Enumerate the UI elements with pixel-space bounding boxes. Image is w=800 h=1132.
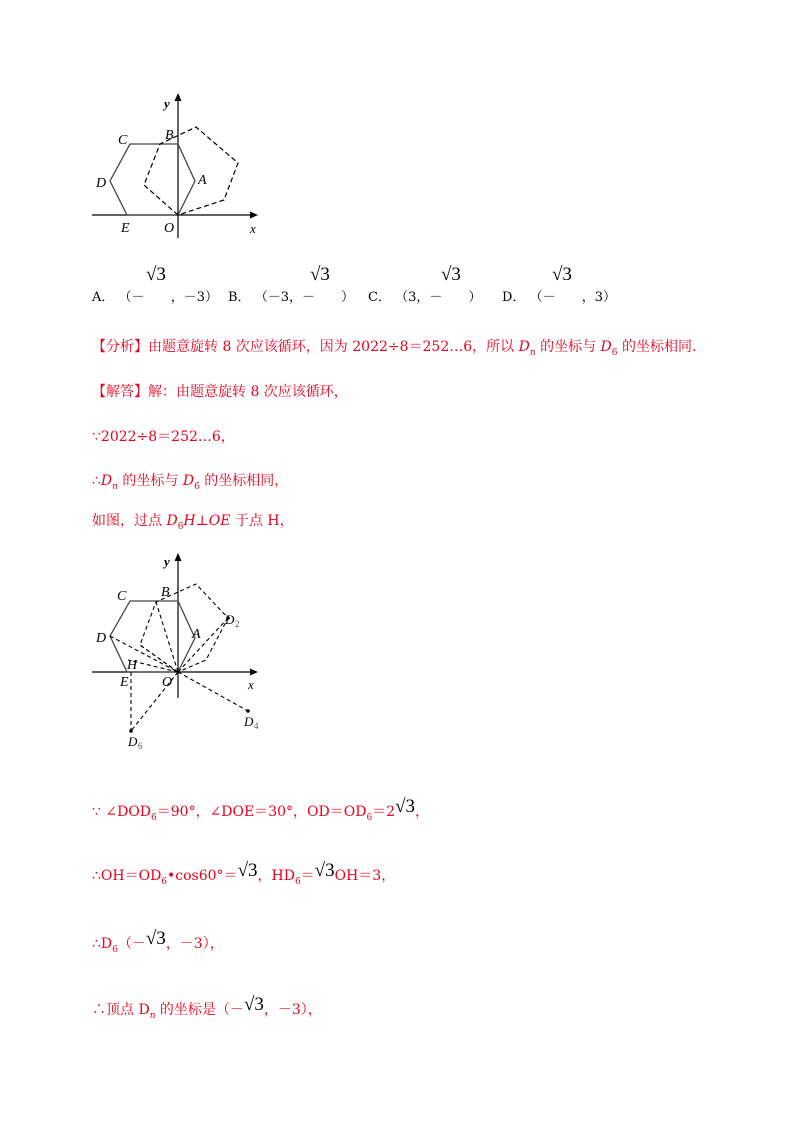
solution-line-1: 【解答】解：由题意旋转 8 次应该循环， [92, 384, 348, 400]
label-O: O [162, 675, 173, 690]
equation-2: $\therefore OH=OD_6•\cos 60^\circ=√3$，$HD_6=√3OH=3$， [92, 860, 396, 887]
figure-hexagon-rotation [88, 88, 278, 248]
analysis-tag: 【分析】 [92, 339, 148, 355]
label-x: x [250, 221, 256, 236]
radical-sqrt3: √3 [237, 860, 258, 881]
label-E: E [121, 221, 130, 236]
point-D6 [129, 729, 133, 733]
solution-line-4: 如图，过点 $D_6H\perp OE$ 于点 H， [92, 513, 294, 532]
answer-choices [92, 262, 712, 305]
choice-d[interactable]: D． （－ √3 ，3） [502, 264, 617, 305]
label-D4-sub: 4 [254, 721, 259, 731]
hexagon [110, 144, 195, 215]
radical-sqrt3: √3 [552, 264, 572, 285]
radical-sqrt3: √3 [395, 796, 416, 817]
figure-construction [88, 548, 278, 758]
radical-sqrt3: √3 [314, 860, 335, 881]
label-D4: D [244, 714, 254, 729]
x-axis-arrow-icon [250, 212, 258, 219]
label-y: y [164, 554, 170, 569]
label-y: y [164, 96, 170, 111]
label-D6: D [128, 734, 138, 749]
equation-1: ∵ $\angle DOD_6=90^\circ$，∠DOE＝30°，$OD=OD_6=2√3$， [92, 796, 430, 823]
label-B: B [165, 128, 174, 143]
label-E: E [120, 675, 129, 690]
choice-b[interactable]: B． （－3，－ √3 ） [228, 264, 355, 305]
label-A: A [198, 173, 207, 188]
choice-c[interactable]: C． （3，－ √3 ） [368, 264, 482, 305]
label-D2: D [225, 612, 235, 627]
radical-sqrt3: √3 [310, 264, 330, 285]
equation-3: $\therefore D_6(-√3$，－3）， [92, 928, 224, 955]
label-A: A [192, 627, 201, 642]
radical-sqrt3: √3 [146, 264, 166, 285]
label-D2-sub: 2 [235, 619, 240, 629]
radical-sqrt3: √3 [145, 928, 166, 949]
x-axis-arrow-icon [250, 669, 258, 676]
label-D: D [96, 176, 107, 191]
label-D6-sub: 6 [138, 741, 143, 751]
analysis-line: 【分析】由题意旋转 8 次应该循环，因为 2022÷8＝252…6，所以 $D_n$ 的坐标与 $D_6$ 的坐标相同. [92, 339, 697, 358]
radical-sqrt3: √3 [243, 994, 264, 1015]
point-D4 [246, 709, 250, 713]
hexagon [110, 601, 195, 672]
solution-tag: 【解答】 [92, 384, 148, 400]
choice-a[interactable]: A． （－ √3 ，－3） [92, 264, 218, 305]
label-C: C [117, 589, 127, 604]
label-H: H [127, 658, 138, 673]
label-D: D [96, 631, 107, 646]
solution-line-2: ∵2022÷8＝252…6， [92, 429, 235, 445]
solution-line-3: $\therefore D_n$ 的坐标与 $D_6$ 的坐标相同， [92, 473, 289, 492]
y-axis-arrow-icon [175, 553, 182, 561]
y-axis-arrow-icon [175, 93, 182, 101]
label-O: O [164, 221, 175, 236]
label-C: C [118, 133, 128, 148]
label-x: x [248, 677, 254, 692]
equation-4: ∴顶点 $D_n$ 的坐标是（－√3，－3）， [92, 994, 322, 1021]
radical-sqrt3: √3 [441, 264, 461, 285]
label-B: B [161, 585, 170, 600]
